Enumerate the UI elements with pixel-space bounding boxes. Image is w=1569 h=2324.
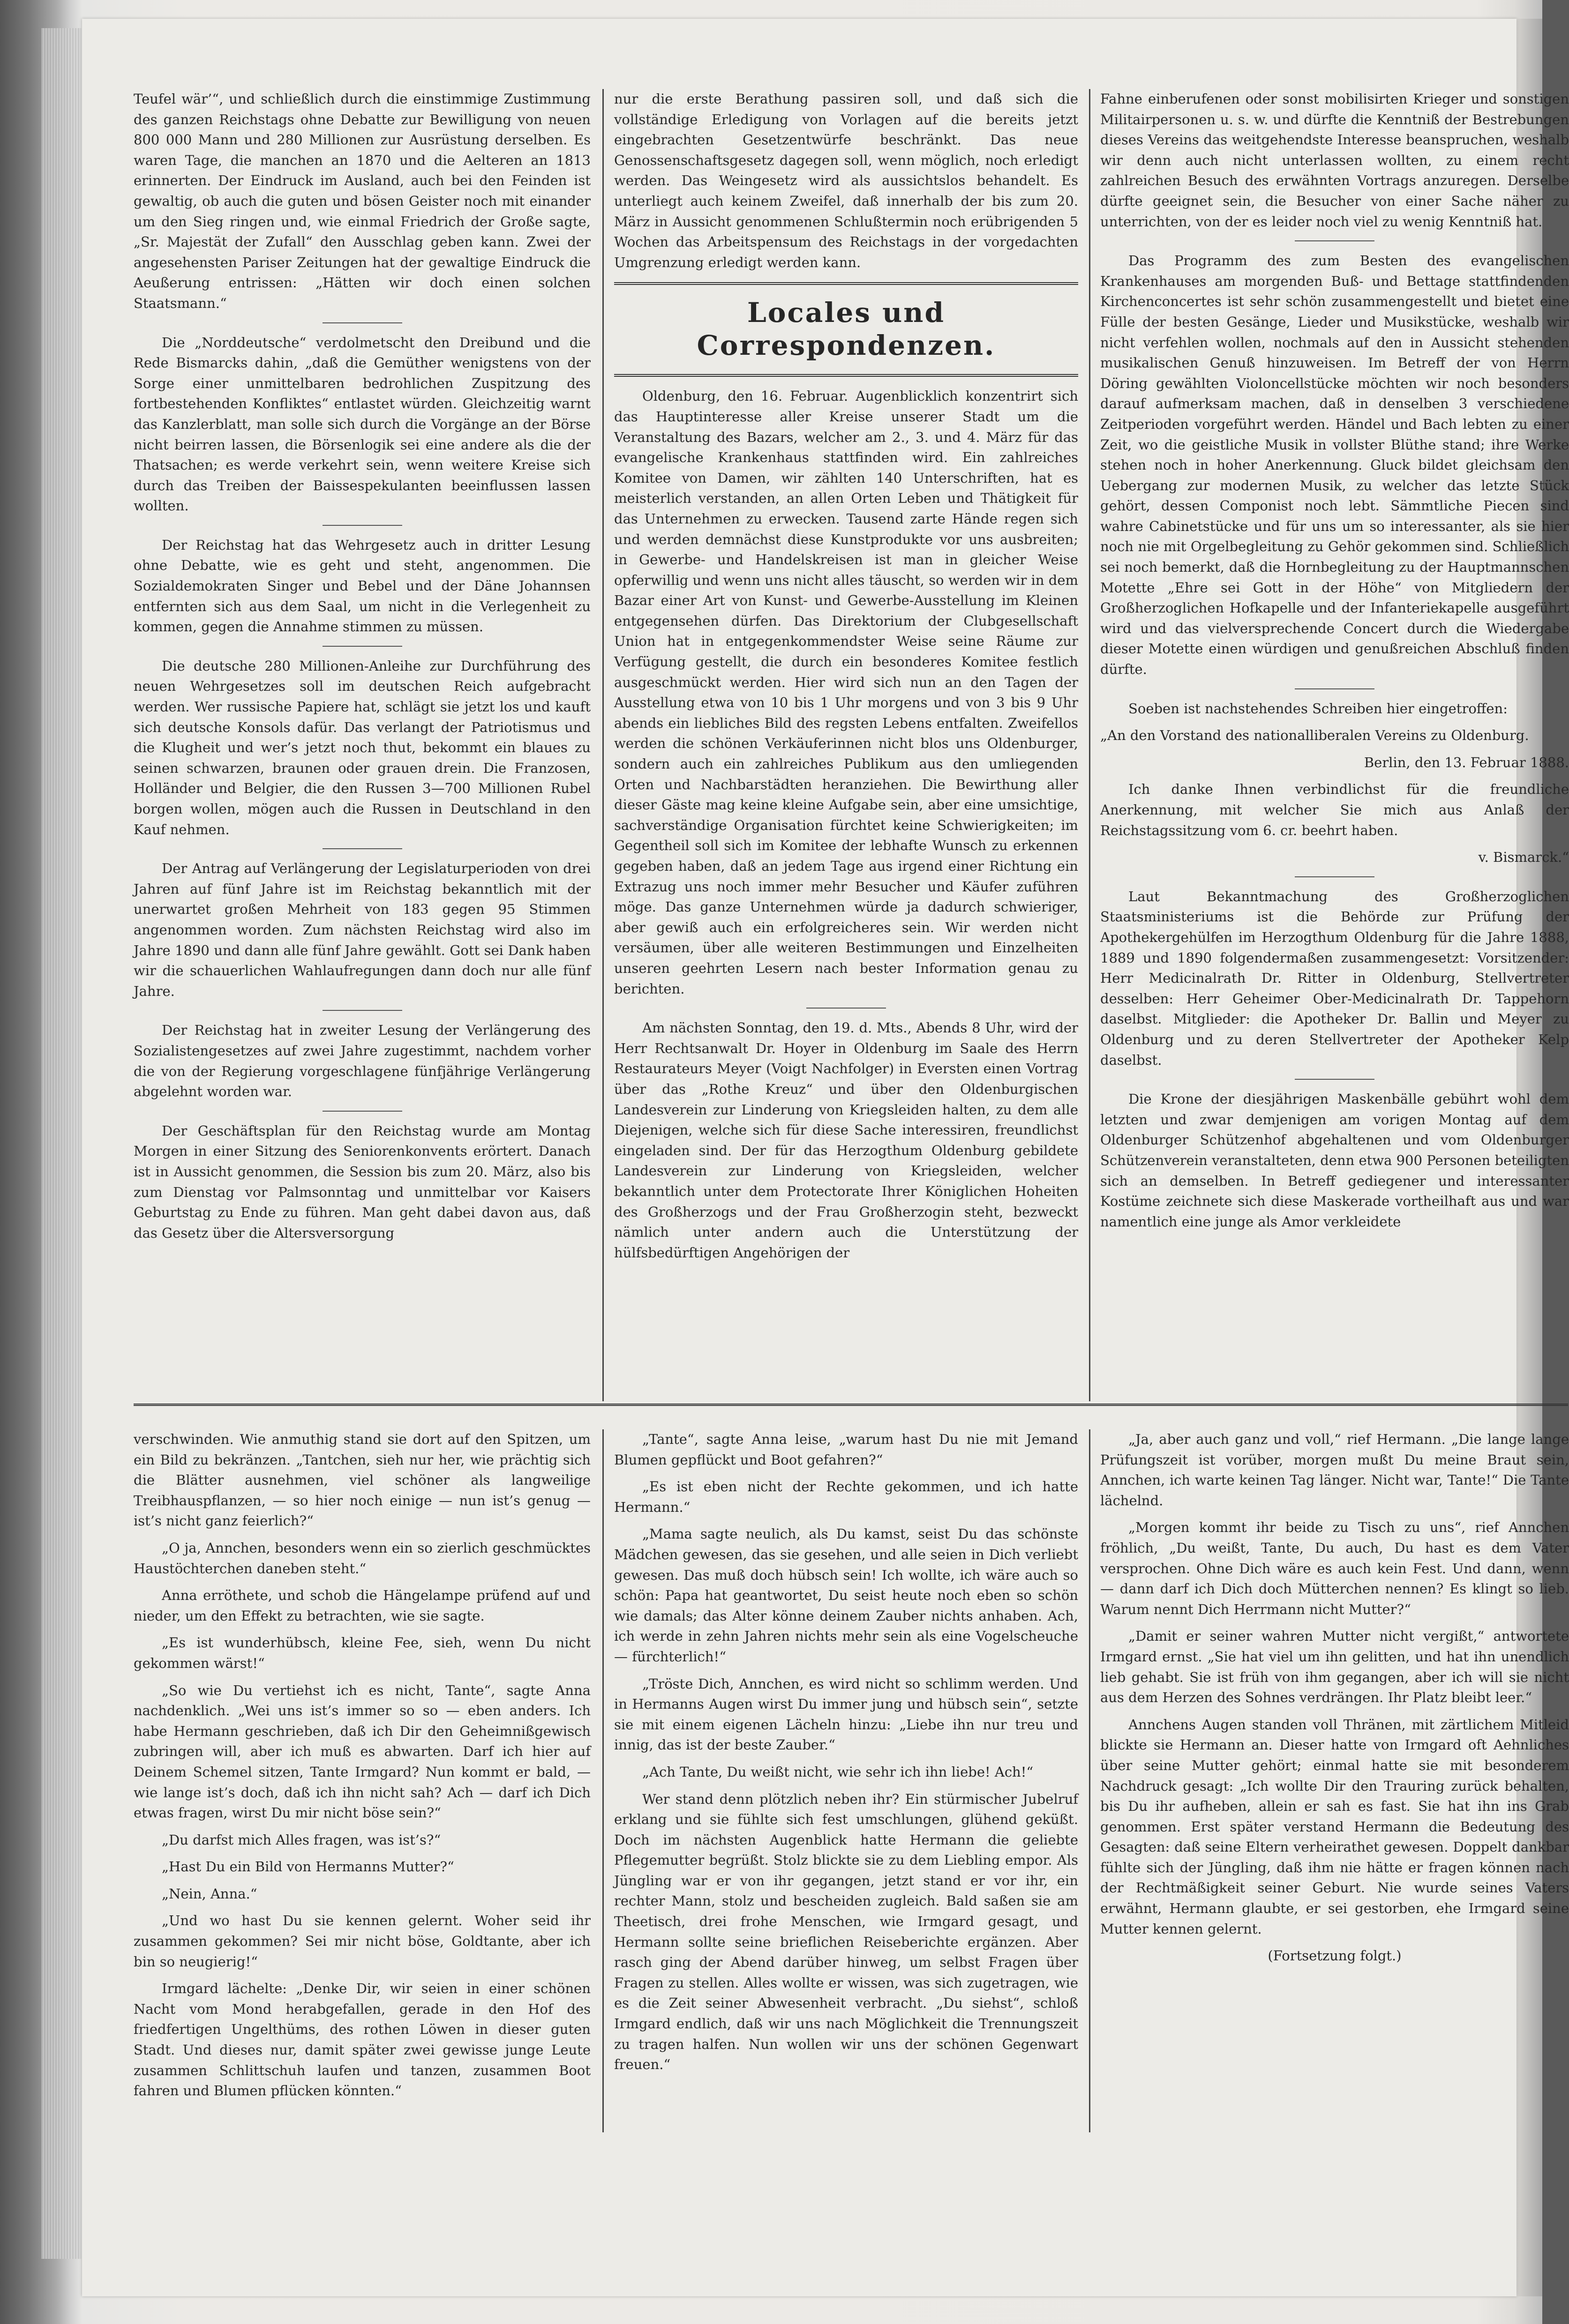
article-paragraph: Fahne einberufenen oder sonst mobilisirten Krieger und sonstigen Militairpersonen u. s. w. und dürfte die Kenntniß der Bestrebungen dieses Vereins das weitgehendste Interesse beanspruchen, weshalb wir denn auch nicht unterlassen wollten, zu einem recht zahlreichen Besuch des erwähnten Vortrags anzuregen. Derselbe dürfte geeignet sein, die Besucher von einer Sache näher zu unterrichten, von der es leider noch viel zu wenig Kenntniß hat.	[1100, 91, 1569, 230]
story-paragraph: „Es ist wunderhübsch, kleine Fee, sieh, wenn Du nicht gekommen wärst!“	[134, 1635, 591, 1671]
story-paragraph: „Damit er seiner wahren Mutter nicht vergißt,“ antwortete Irmgard ernst. „Sie hat viel um ihn gelitten, und hat ihn unendlich lieb gehabt. Sie ist früh von ihm gegangen, aber ich will sie nicht aus dem Herzen des Sohnes verdrängen. Ihr Platz bleibt leer.“	[1100, 1628, 1569, 1706]
top-column-1	[134, 89, 591, 1250]
article-paragraph: Teufel wär’“, und schließlich durch die einstimmige Zustimmung des ganzen Reichstags ohne Debatte zur Bewilligung von neuen 800 000 Mann und 280 Millionen zur Ausrüstung derselben. Es waren Tage, die manchen an 1870 und die Aelteren an 1813 erinnerten. Der Eindruck im Ausland, auch bei den Feinden ist gewaltig, ob auch die guten und bösen Geister noch mit einander um den Sieg ringen und, wie einmal Friedrich der Große sagte, „Sr. Majestät der Zufall“ den Ausschlag geben kann. Zwei der angesehensten Pariser Zeitungen hat der gewaltige Eindruck die Aeußerung entrissen: „Hätten wir doch einen solchen Staatsmann.“	[134, 91, 591, 311]
letter-address: „An den Vorstand des nationalliberalen Vereins zu Oldenburg.	[1100, 727, 1529, 744]
feuilleton-divider	[134, 1404, 1568, 1406]
article-paragraph: Der Geschäftsplan für den Reichstag wurde am Montag Morgen in einer Sitzung des Seniorenkonvents erörtert. Danach ist in Aussicht genommen, die Session bis zum 20. März, also bis zum Dienstag vor Palmsonntag und unmittelbar vor Kaisers Geburtstag zu Ende zu führen. Man geht dabei davon aus, daß das Gesetz über die Altersversorgung	[134, 1122, 591, 1241]
article-paragraph: Der Reichstag hat das Wehrgesetz auch in dritter Lesung ohne Debatte, wie es geht und steht, angenommen. Die Sozialdemokraten Singer und Bebel und der Däne Johannsen entfernten sich aus dem Saal, um nicht in die Verlegenheit zu kommen, gegen die Annahme stimmen zu müssen.	[134, 537, 591, 635]
article-paragraph: Die Krone der diesjährigen Maskenbälle gebührt wohl dem letzten und zwar demjenigen am vorigen Montag auf dem Oldenburger Schützenhof abgehaltenen und vom Oldenburger Schützenverein veranstalteten, denn etwa 900 Personen beteiligten sich an demselben. In Betreff gediegener und interessanter Kostüme zeichnete sich diese Maskerade vortheilhaft aus und war namentlich eine junge als Amor verkleidete	[1100, 1091, 1569, 1230]
article-separator	[1295, 1079, 1374, 1080]
story-paragraph: „Morgen kommt ihr beide zu Tisch zu uns“, rief Annchen fröhlich, „Du weißt, Tante, Du auch, Du hast es dem Vater versprochen. Ohne Dich wäre es auch kein Fest. Und dann, wenn — dann darf ich Dich doch Mütterchen nennen? Es klingt so lieb. Warum nennt Dich Herrmann nicht Mutter?“	[1100, 1519, 1569, 1617]
story-paragraph: „Mama sagte neulich, als Du kamst, seist Du das schönste Mädchen gewesen, das sie gesehen, und alle seien in Dich verliebt gewesen. Das muß doch hübsch sein! Ich wollte, ich wäre auch so schön: Papa hat geantwortet, Du seist heute noch eben so schön wie damals; das Alter könne deinem Zauber nichts anhaben. Ach, ich werde in zehn Jahren nichts mehr sein als eine Vogelscheuche — fürchterlich!“	[614, 1526, 1078, 1665]
article-paragraph: Laut Bekanntmachung des Großherzoglichen Staatsministeriums ist die Behörde zur Prüfung der Apothekergehülfen im Herzogthum Oldenburg für die Jahre 1888, 1889 und 1890 folgendermaßen zusammengesetzt: Vorsitzender: Herr Medicinalrath Dr. Ritter in Oldenburg, Stellvertreter desselben: Herr Geheimer Ober-Medicinalrath Dr. Tappehorn daselbst. Mitglieder: die Apotheker Dr. Ballin und Meyer zu Oldenburg und zu deren Stellvertreter der Apotheker Kelp daselbst.	[1100, 888, 1569, 1068]
article-paragraph: Die deutsche 280 Millionen-Anleihe zur Durchführung des neuen Wehrgesetzes soll im deutschen Reich aufgebracht werden. Wer russische Papiere hat, schlägt sie jetzt los und kauft sich deutsche Konsols dafür. Das verlangt der Patriotismus und die Klugheit und wer’s jetzt noch thut, bekommt ein blaues zu seinen schwarzen, braunen oder grauen drein. Die Franzosen, Holländer und Belgier, die den Russen 3—700 Millionen Rubel borgen wollen, mögen auch die Russen in Deutschland in den Kauf nehmen.	[134, 658, 591, 837]
article-paragraph: Oldenburg, den 16. Februar. Augenblicklich konzentrirt sich das Hauptinteresse aller Kreise unserer Stadt um die Veranstaltung des Bazars, welcher am 2., 3. und 4. März für das evangelische Krankenhaus stattfinden wird. Ein zahlreiches Komitee von Damen, wir zählten 140 Unterschriften, hat es meisterlich verstanden, an allen Orten Leben und Thätigkeit für das Unternehmen zu erwecken. Tausend zarte Hände regen sich und werden demnächst diese Kunstprodukte vor uns ausbreiten; in Gewerbe- und Handelskreisen ist man in gleicher Weise opferwillig und wenn uns nicht alles täuscht, so werden wir in dem Bazar einer Art von Kunst- und Gewerbe-Ausstellung im Kleinen entgegensehen dürfen. Das Direktorium der Clubgesellschaft Union hat in entgegenkommendster Weise seine Räume zur Verfügung gestellt, die durch ein besonderes Komitee festlich ausgeschmückt werden. Hier wird sich nun an den Tagen der Ausstellung etwa von 10 bis 1 Uhr morgens und von 3 bis 9 Uhr abends ein liebliches Bild des regsten Lebens entfalten. Zweifellos werden die schönen Verkäuferinnen nicht blos uns Oldenburger, sondern auch ein zahlreiches Publikum aus den umliegenden Orten und Nachbarstädten heranziehen. Die Bewirthung aller dieser Gäste mag keine kleine Aufgabe sein, aber eine umsichtige, sachverständige Organisation fürchtet keine Schwierigkeiten; im Gegentheil soll sich im Komitee der lebhafte Wunsch zu erkennen gegeben haben, daß an jedem Tage aus irgend einer Richtung ein Extrazug uns noch immer mehr Besucher und Käufer zuführen möge. Das ganze Unternehmen würde ja dadurch schwieriger, aber gewiß auch ein erfolgreicheres sein. Wir werden nicht versäumen, über alle weiteren Bestimmungen und Einzelheiten unseren geehrten Lesern nach bester Information genau zu berichten.	[614, 388, 1078, 997]
newspaper-page	[82, 19, 1569, 2296]
bottom-column-3	[1100, 1429, 1569, 1973]
story-paragraph: „Und wo hast Du sie kennen gelernt. Woher seid ihr zusammen gekommen? Sei mir nicht böse, Goldtante, aber ich bin so neugierig!“	[134, 1913, 591, 1970]
top-column-2	[614, 89, 1078, 1270]
story-paragraph: Irmgard lächelte: „Denke Dir, wir seien in einer schönen Nacht vom Mond herabgefallen, gerade in den Hof des friedfertigen Ungelthüms, des rothen Löwen in dieser guten Stadt. Und dieses nur, damit später zwei gewisse junge Leute zusammen Schlittschuh laufen und tanzen, zusammen Boot fahren und Blumen pflücken könnten.“	[134, 1980, 591, 2099]
article-separator	[323, 525, 402, 526]
top-column-3	[1100, 89, 1569, 1239]
article-separator	[323, 322, 402, 323]
article-separator	[323, 1111, 402, 1112]
article-paragraph: Soeben ist nachstehendes Schreiben hier eingetroffen:	[1128, 700, 1508, 717]
letter-dateline: Berlin, den 13. Februar 1888.	[1364, 754, 1569, 770]
section-heading-frame	[614, 282, 1078, 377]
article-paragraph: Das Programm des zum Besten des evangelischen Krankenhauses am morgenden Buß- und Bettage stattfindenden Kirchenconcertes ist sehr schön zusammengestellt und bietet eine Fülle der besten Gesänge, Lieder und Musikstücke, weshalb wir nicht verfehlen wollen, nochmals auf den in Aussicht stehenden musikalischen Genuß hinzuweisen. Im Betreff der von Herrn Döring gewählten Violoncellstücke möchten wir noch besonders darauf aufmerksam machen, daß in denselben 3 verschiedene Zeitperioden vorgeführt werden. Händel und Bach lebten zu einer Zeit, wo die geistliche Musik in vollster Blüthe stand; ihre Werke stehen noch in hoher Anerkennung. Gluck bildet gleichsam den Uebergang zur modernen Musik, zu welcher das letzte Stück gehört, dessen Componist noch lebt. Sämmtliche Piecen sind wahre Cabinetstücke und für uns um so interessanter, als sie hier noch nie mit Orgelbegleitung zu Gehör gekommen sind. Schließlich sei noch bemerkt, daß die Hornbegleitung zu der Hauptmannschen Motette „Ehre sei Gott in der Höhe“ von Mitgliedern der Großherzoglichen Hofkapelle und der Infanteriekapelle ausgeführt wird und das vielversprechende Concert durch die Wiedergabe dieser Motette einen würdigen und genußreichen Abschluß finden dürfte.	[1100, 253, 1569, 678]
story-paragraph: „O ja, Annchen, besonders wenn ein so zierlich geschmücktes Haustöchterchen daneben steht.“	[134, 1539, 591, 1577]
story-paragraph: Wer stand denn plötzlich neben ihr? Ein stürmischer Jubelruf erklang und sie fühlte sich fest umschlungen, glühend geküßt. Doch im nächsten Augenblick hatte Hermann die geliebte Pflegemutter begrüßt. Stolz blickte sie zu dem Liebling empor. Als Jüngling war er von ihr gegangen, jetzt stand er vor ihr, ein rechter Mann, stolz und bescheiden zugleich. Bald saßen sie am Theetisch, drei frohe Menschen, wie Irmgard gesagt, und Hermann sollte seine brieflichen Reiseberichte ergänzen. Aber rasch ging der Abend darüber hinweg, um selbst Fragen über Fragen zu stellen. Alles wollte er wissen, was sich zugetragen, wie es die Zeit seiner Abwesenheit verbracht. „Du siehst“, schloß Irmgard endlich, daß wir uns nach Möglichkeit die Trennungszeit zu tragen halfen. Nun wollen wir uns der schönen Gegenwart freuen.“	[614, 1791, 1078, 2073]
story-paragraph: „Tröste Dich, Annchen, es wird nicht so schlimm werden. Und in Hermanns Augen wirst Du immer jung und hübsch sein“, setzte sie mit einem eigenen Lächeln hinzu: „Liebe ihn nur treu und innig, das ist der beste Zauber.“	[614, 1675, 1078, 1753]
column-rule	[1089, 89, 1090, 1401]
story-paragraph: „Ja, aber auch ganz und voll,“ rief Hermann. „Die lange lange Prüfungszeit ist vorüber, morgen mußt Du meine Braut sein, Annchen, ich warte keinen Tag länger. Nicht war, Tante!“ Die Tante lächelnd.	[1100, 1431, 1569, 1509]
continuation-note: (Fortsetzung folgt.)	[1268, 1948, 1402, 1964]
article-separator	[1295, 688, 1374, 689]
letter-signature: v. Bismarck.“	[1478, 849, 1569, 866]
story-paragraph: „Nein, Anna.“	[162, 1885, 257, 1902]
story-paragraph: „Es ist eben nicht der Rechte gekommen, und ich hatte Hermann.“	[614, 1479, 1078, 1515]
article-paragraph: Der Reichstag hat in zweiter Lesung der Verlängerung des Sozialistengesetzes auf zwei Jahre zugestimmt, nachdem vorher die von der Regierung vorgeschlagene fünfjährige Verlängerung abgelehnt worden war.	[134, 1022, 591, 1100]
story-paragraph: „So wie Du vertiehst ich es nicht, Tante“, sagte Anna nachdenklich. „Wei uns ist’s immer so so — eben anders. Ich habe Hermann geschrieben, daß ich Dir den Geheimnißgewisch zubringen will, aber ich muß es abwarten. Darf ich hier auf Deinem Schemel sitzen, Tante Irmgard? Nun kommt er bald, — wie lange ist’s doch, daß ich ihn nicht sah? Ach — darf ich Dich etwas fragen, wirst Du mir nicht böse sein?“	[134, 1682, 591, 1821]
article-separator	[323, 646, 402, 647]
story-paragraph: Anna erröthete, und schob die Hängelampe prüfend auf und nieder, um den Effekt zu betrachten, wie sie sagte.	[134, 1587, 591, 1624]
column-rule	[1089, 1429, 1090, 2132]
bottom-column-2	[614, 1429, 1078, 2082]
article-separator	[323, 848, 402, 849]
page-stack-edge	[41, 28, 81, 2259]
article-paragraph: Der Antrag auf Verlängerung der Legislaturperioden von drei Jahren auf fünf Jahre ist im Reichstag bekanntlich mit der unerwartet großen Mehrheit von 183 gegen 95 Stimmen angenommen worden. Zum nächsten Reichstag wird also im Jahre 1890 und dann alle fünf Jahre gewählt. Gott sei Dank haben wir die schauerlichen Wahlaufregungen dann doch nur alle fünf Jahre.	[134, 860, 591, 999]
article-separator	[1295, 240, 1374, 241]
column-rule	[602, 1429, 604, 2132]
letter-body: Ich danke Ihnen verbindlichst für die freundliche Anerkennung, mit welcher Sie mich aus Anlaß der Reichstagssitzung vom 6. cr. beehrt haben.	[1100, 781, 1569, 838]
story-paragraph: „Tante“, sagte Anna leise, „warum hast Du nie mit Jemand Blumen gepflückt und Boot gefahren?“	[614, 1431, 1078, 1468]
article-separator	[806, 1008, 886, 1009]
section-heading: Locales und Correspondenzen.	[697, 297, 996, 362]
column-rule	[602, 89, 604, 1401]
story-paragraph: „Hast Du ein Bild von Hermanns Mutter?“	[162, 1859, 454, 1875]
article-paragraph: Am nächsten Sonntag, den 19. d. Mts., Abends 8 Uhr, wird der Herr Rechtsanwalt Dr. Hoyer in Oldenburg im Saale des Herrn Restaurateurs Meyer (Voigt Nachfolger) in Eversten einen Vortrag über das „Rothe Kreuz“ und über den Oldenburgischen Landesverein zur Linderung von Kriegsleiden halten, zu dem alle Diejenigen, welche sich für diese Sache interessiren, freundlichst eingeladen sind. Der für das Herzogthum Oldenburg gebildete Landesverein zur Linderung von Kriegsleiden, welcher bekanntlich unter dem Protectorate Ihrer Königlichen Hoheiten des Großherzogs und der Frau Großherzogin steht, bezweckt nämlich unter andern auch die Unterstützung der hülfsbedürftigen Angehörigen der	[614, 1020, 1078, 1261]
story-paragraph: „Du darfst mich Alles fragen, was ist’s?“	[162, 1831, 441, 1848]
story-paragraph: Annchens Augen standen voll Thränen, mit zärtlichem Mitleid blickte sie Hermann an. Dieser hatte von Irmgard oft Aehnliches über seine Mutter gehört; einmal hatte sie mit besonderem Nachdruck gesagt: „Ich wollte Dir den Trauring zurück behalten, bis Du ihr aufheben, allein er sah es fast. Sie hat ihn ins Grab genommen. Erst später verstand Hermann die Bedeutung des Gesagten: daß seine Eltern verheirathet gewesen. Doppelt dankbar fühlte sich der Jüngling, daß ihm nie hätte er fragen können nach der Rechtmäßigkeit seiner Geburt. Nie wurde seines Vaters erwähnt, Hermann glaubte, er sei gestorben, ehe Irmgard seine Mutter kennen gelernt.	[1100, 1716, 1569, 1937]
story-paragraph: verschwinden. Wie anmuthig stand sie dort auf den Spitzen, um ein Bild zu bekränzen. „Tantchen, sieh nur her, wie prächtig sich die Blätter ausnehmen, viel schöner als langweilige Treibhauspflanzen, — so hier noch einige — nun ist’s genug — ist’s nicht ganz feierlich?“	[134, 1431, 591, 1529]
article-separator	[323, 1010, 402, 1011]
bottom-column-1	[134, 1429, 591, 2108]
story-paragraph: „Ach Tante, Du weißt nicht, wie sehr ich ihn liebe! Ach!“	[642, 1764, 1034, 1780]
article-paragraph: Die „Norddeutsche“ verdolmetscht den Dreibund und die Rede Bismarcks dahin, „daß die Gemüther wenigstens von der Sorge einer unmittelbaren bedrohlichen Zuspitzung des fortbestehenden Konfliktes“ entlastet würden. Gleichzeitig warnt das Kanzlerblatt, man solle sich durch die Vorgänge an der Börse nicht beirren lassen, die Börsenlogik sei eine andere als die der Thatsachen; es werde verkehrt sein, wenn weitere Kreise sich durch das Treiben der Baissespekulanten beeinflussen lassen wollten.	[134, 334, 591, 514]
article-separator	[1295, 876, 1374, 877]
article-paragraph: nur die erste Berathung passiren soll, und daß sich die vollständige Erledigung von Vorlagen auf die bereits jetzt eingebrachten Gesetzentwürfe beschränkt. Das neue Genossenschaftsgesetz dagegen soll, wenn möglich, noch erledigt werden. Das Weingesetz wird als aussichtslos behandelt. Es unterliegt auch keinem Zweifel, daß innerhalb der bis zum 20. März in Aussicht genommenen Schlußtermin noch erübrigenden 5 Wochen das Arbeitspensum des Reichstags in der vorgedachten Umgrenzung erledigt werden kann.	[614, 91, 1078, 270]
